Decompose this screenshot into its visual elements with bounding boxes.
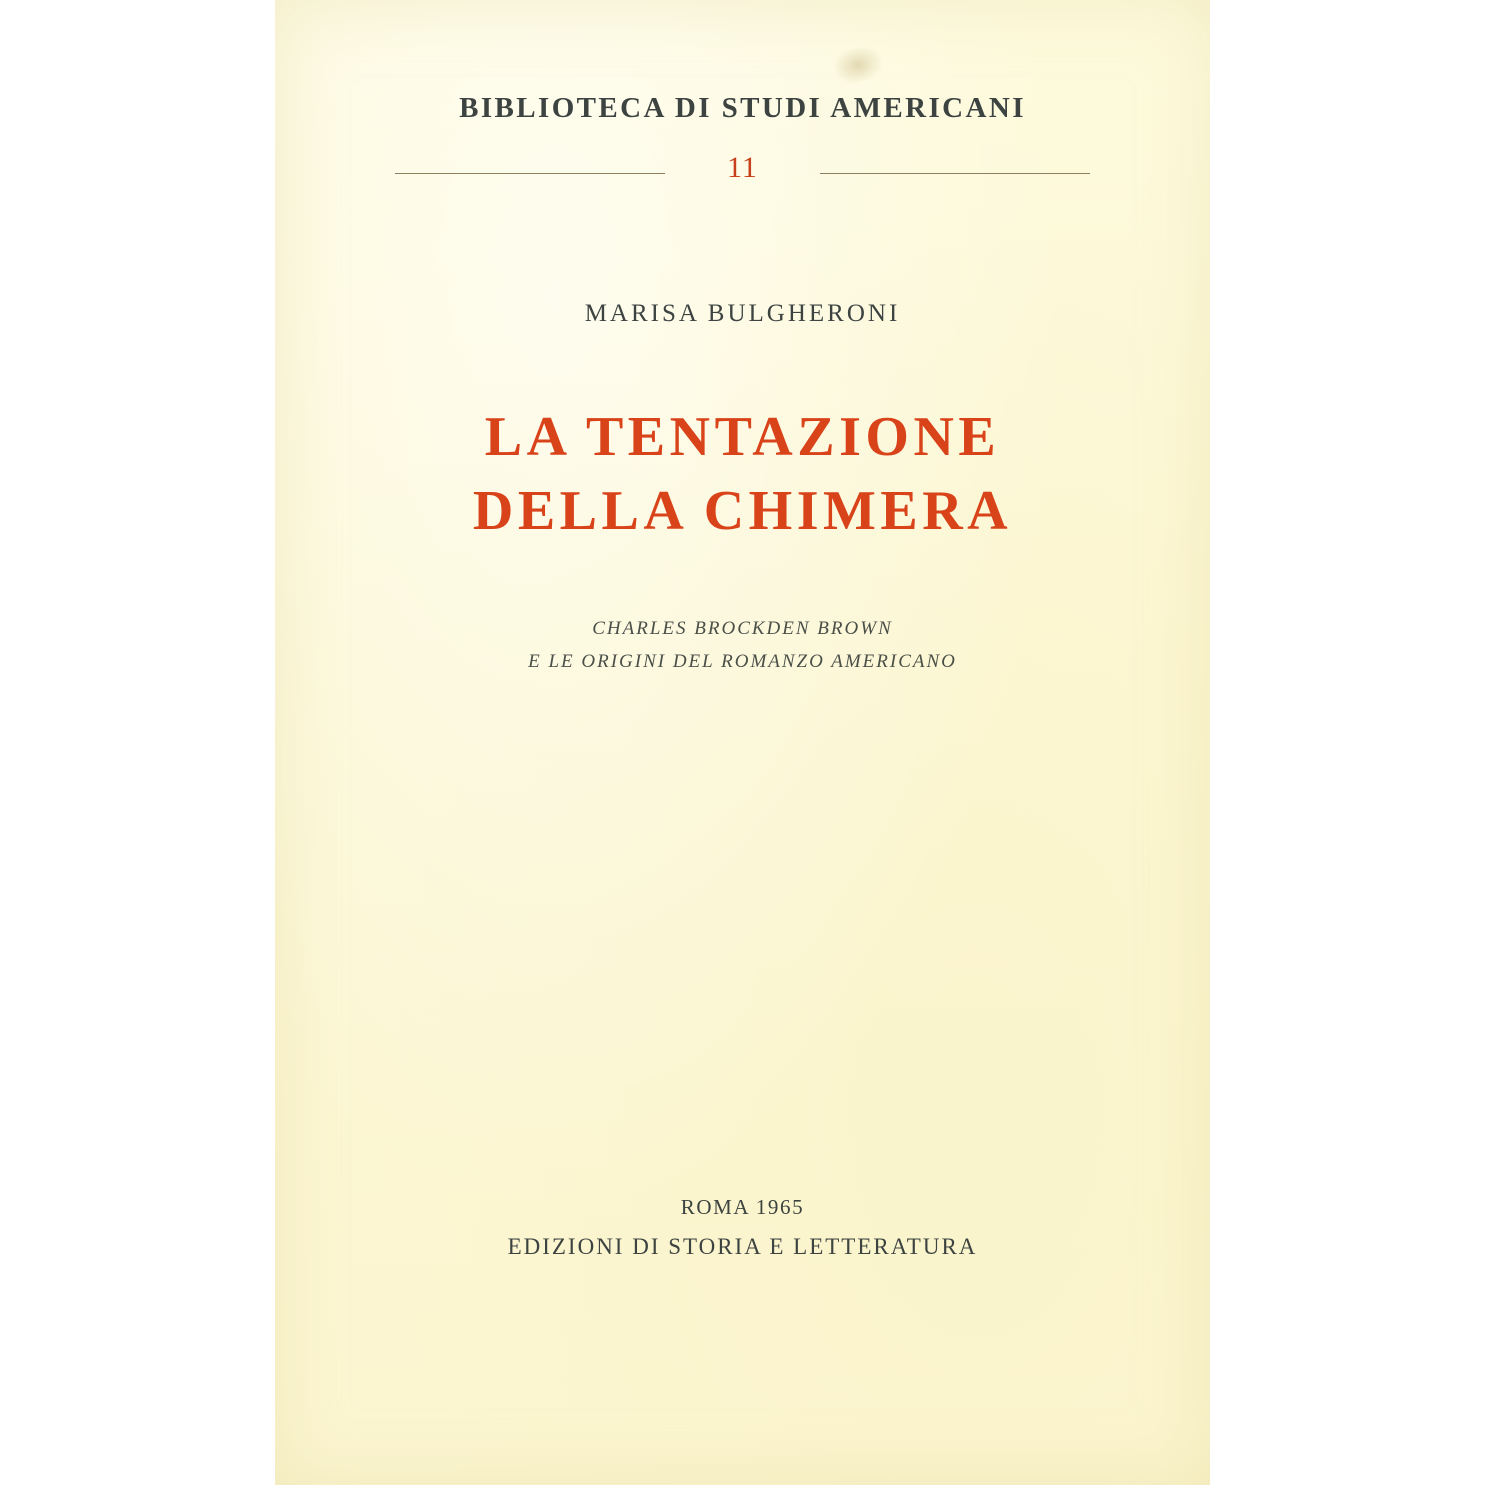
imprint-block [275, 1195, 1210, 1260]
author-name: MARISA BULGHERONI [584, 300, 901, 327]
series-number: 11 [727, 151, 758, 184]
page-title [275, 400, 1210, 549]
series-title: BIBLIOTECA DI STUDI AMERICANI [459, 92, 1026, 124]
book-title-page [275, 0, 1210, 1485]
page-title-line-2: DELLA CHIMERA [472, 480, 1013, 543]
imprint-place-year: ROMA 1965 [680, 1195, 805, 1219]
series-block [275, 92, 1210, 197]
page-subtitle [275, 612, 1210, 679]
page-subtitle-line-2: E LE ORIGINI DEL ROMANZO AMERICANO [528, 651, 957, 673]
imprint-publisher: EDIZIONI DI STORIA E LETTERATURA [507, 1234, 978, 1259]
series-rule-row [275, 151, 1210, 197]
paper-smudge [832, 44, 884, 87]
page-subtitle-line-1: CHARLES BROCKDEN BROWN [592, 618, 893, 639]
page-title-line-1: LA TENTAZIONE [484, 406, 1001, 468]
